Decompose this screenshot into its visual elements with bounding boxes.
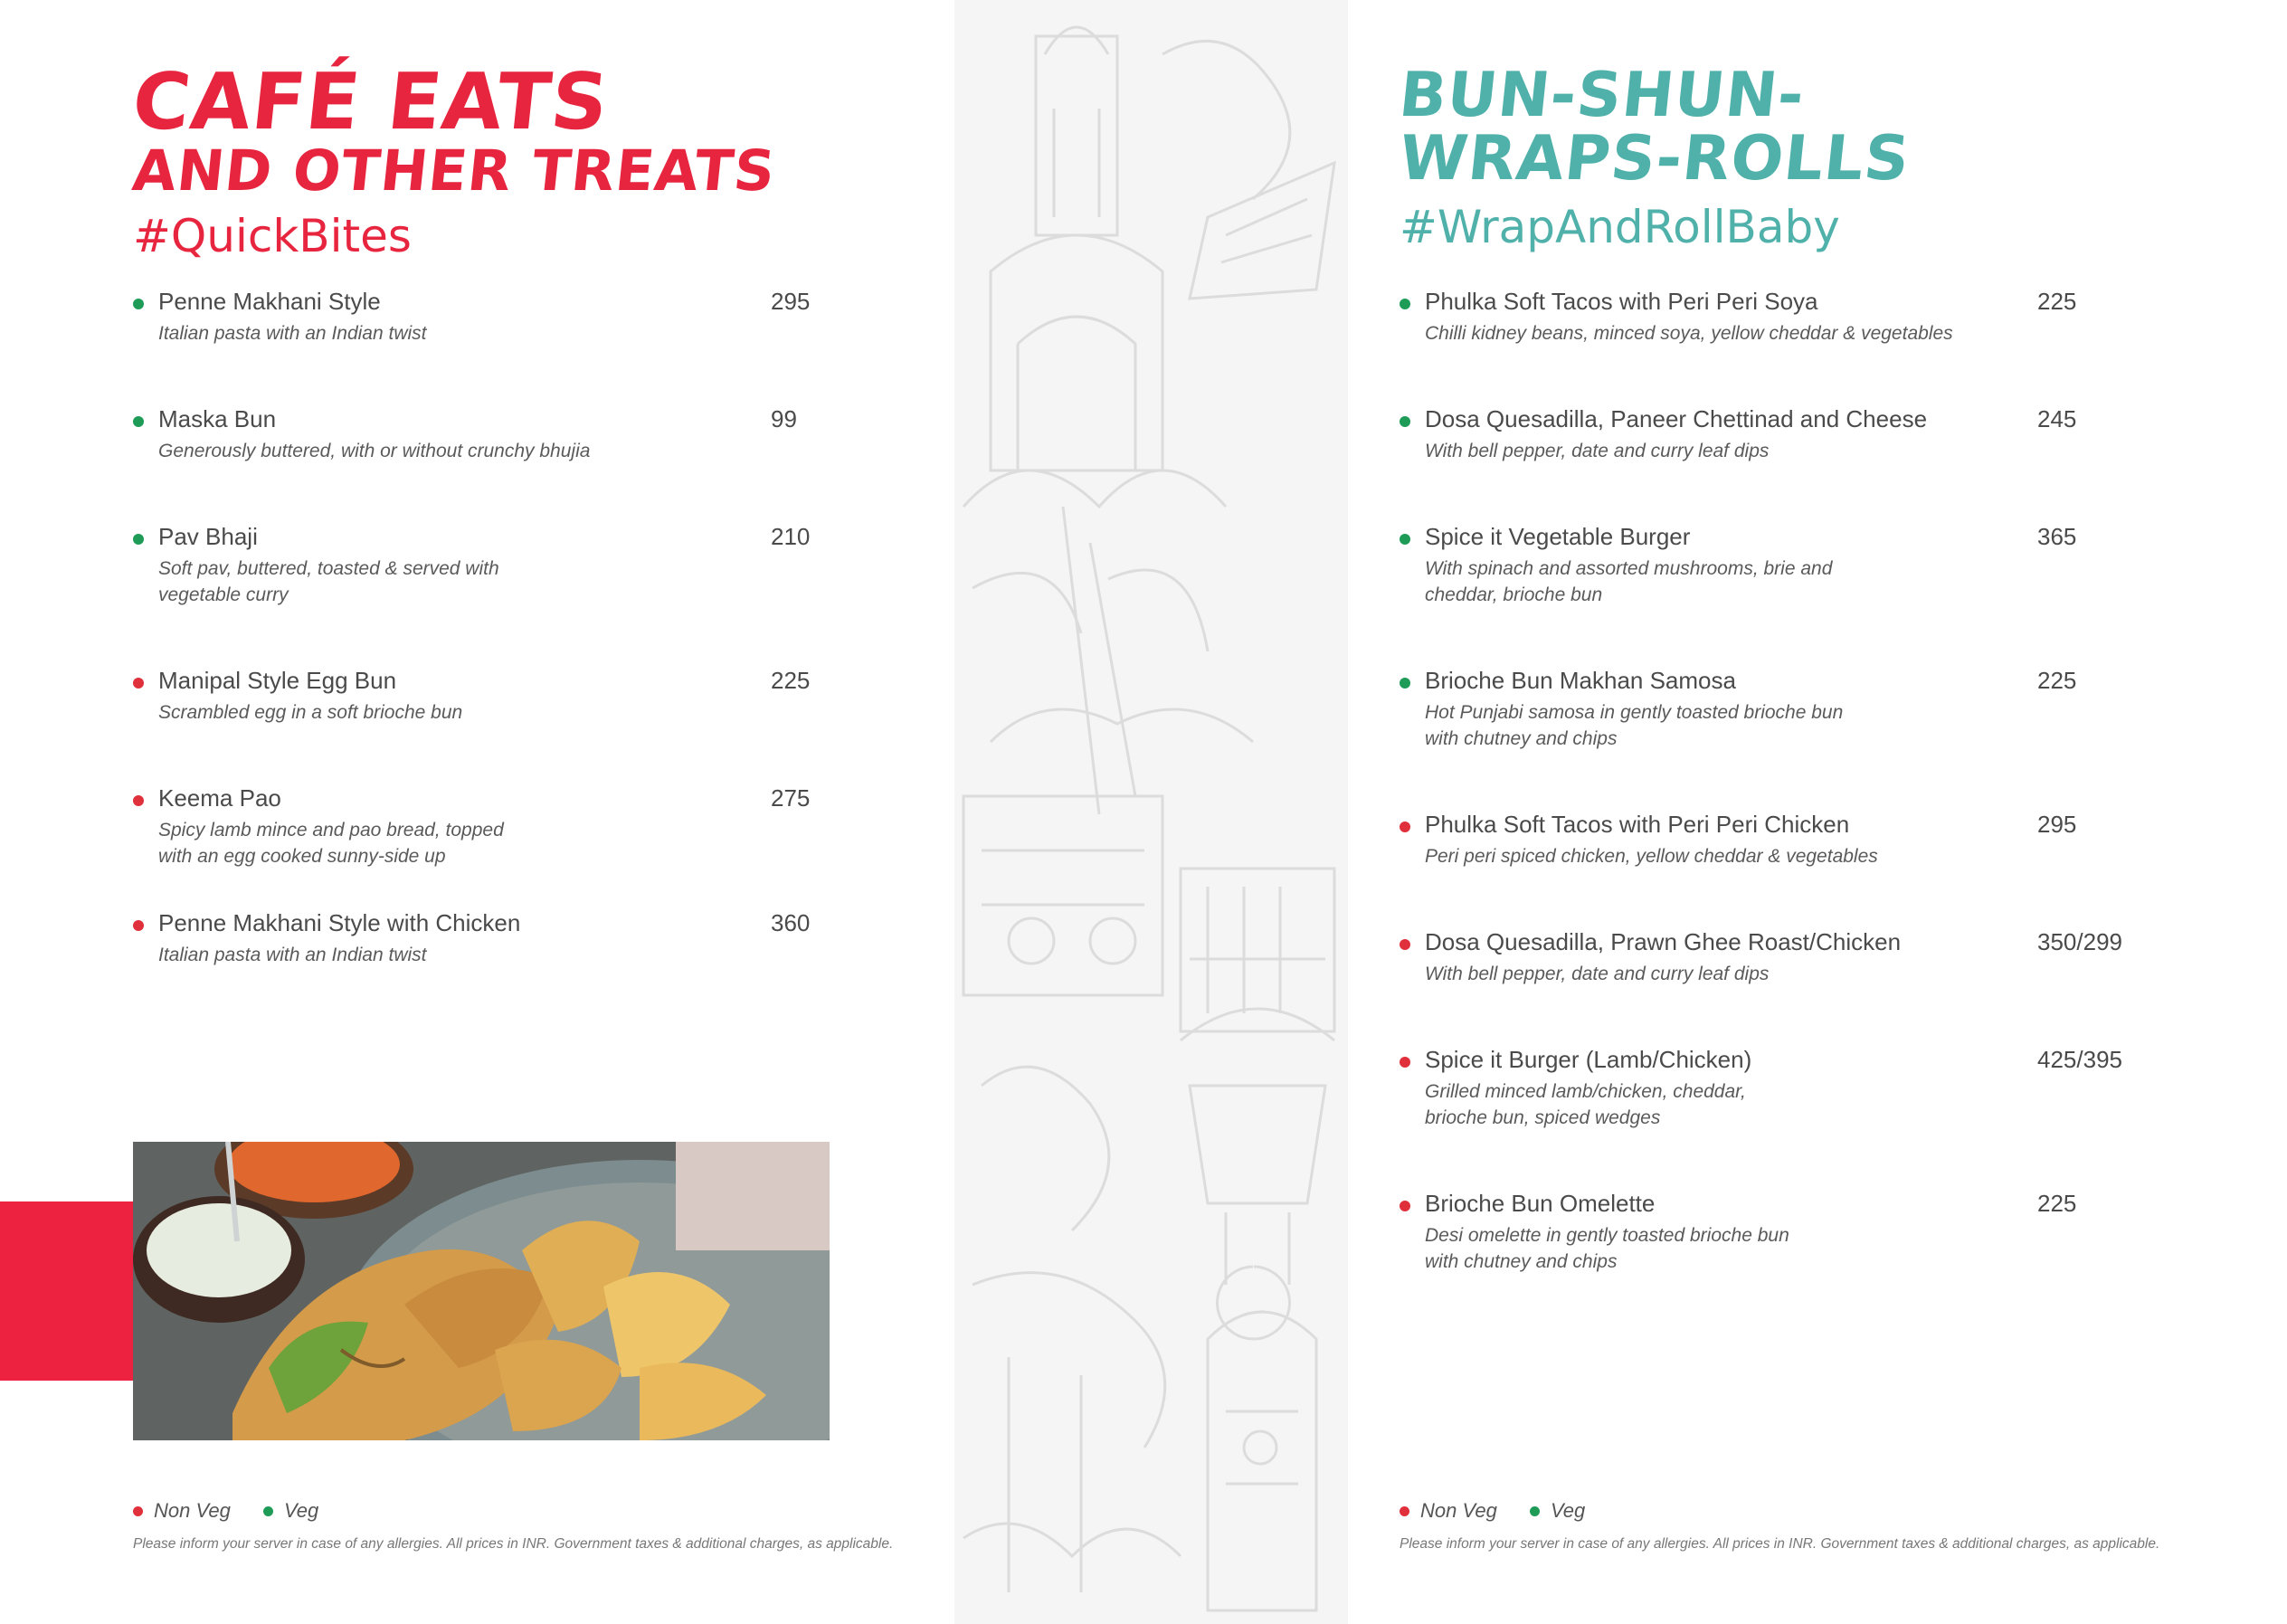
item-description: Generously buttered, with or without crunchy bhujia [158, 441, 591, 461]
nonveg-indicator-icon [1400, 1201, 1410, 1211]
city-sketch-illustration [954, 0, 1348, 1624]
nonveg-indicator-icon [133, 795, 144, 806]
item-price: 275 [771, 784, 811, 812]
item-description [1425, 556, 1832, 608]
nonveg-legend-icon [133, 1506, 143, 1516]
item-description: Scrambled egg in a soft brioche bun [158, 702, 463, 723]
section-title-line2: WRAPS-ROLLS [1395, 123, 1914, 195]
item-description [1425, 1222, 1789, 1275]
disclaimer-text: Please inform your server in case of any allergies. All prices in INR. Government taxes & additional charges, as applicable. [1400, 1536, 2160, 1552]
illustration-strip [954, 0, 1348, 1624]
legend [133, 1498, 346, 1523]
item-description: Italian pasta with an Indian twist [158, 945, 427, 965]
item-description-line: vegetable curry [158, 584, 289, 605]
red-accent-block [0, 1201, 133, 1381]
item-description-line: Soft pav, buttered, toasted & served with [158, 558, 499, 579]
item-description [1425, 699, 1843, 752]
item-description [158, 556, 499, 608]
veg-indicator-icon [133, 534, 144, 545]
item-description: Chilli kidney beans, minced soya, yellow cheddar & vegetables [1425, 323, 1953, 344]
nonveg-indicator-icon [1400, 939, 1410, 950]
veg-indicator-icon [133, 416, 144, 427]
item-description-line: brioche bun, spiced wedges [1425, 1107, 1661, 1128]
item-description-line: with an egg cooked sunny-side up [158, 846, 446, 867]
legend-veg-label: Veg [1550, 1499, 1586, 1523]
nonveg-legend-icon [1400, 1506, 1409, 1516]
item-name: Dosa Quesadilla, Paneer Chettinad and Cheese [1425, 405, 1928, 432]
nonveg-indicator-icon [1400, 821, 1410, 832]
nonveg-indicator-icon [133, 920, 144, 931]
item-description: With bell pepper, date and curry leaf dips [1425, 964, 1770, 984]
item-price: 99 [771, 405, 797, 432]
item-name: Spice it Burger (Lamb/Chicken) [1425, 1046, 1752, 1073]
item-name: Manipal Style Egg Bun [158, 667, 397, 694]
item-price: 295 [2037, 811, 2077, 838]
item-description-line: Desi omelette in gently toasted brioche bun [1425, 1225, 1789, 1246]
legend-nonveg-label: Non Veg [1420, 1499, 1497, 1523]
item-price: 360 [771, 909, 811, 936]
legend-nonveg-label: Non Veg [154, 1499, 231, 1523]
section-title-line2: AND OTHER TREATS [129, 138, 779, 204]
item-description-line: cheddar, brioche bun [1425, 584, 1603, 605]
nonveg-indicator-icon [1400, 1057, 1410, 1068]
section-hashtag: #QuickBites [133, 210, 412, 262]
item-name: Brioche Bun Omelette [1425, 1190, 1656, 1217]
item-description-line: Spicy lamb mince and pao bread, topped [158, 820, 504, 840]
item-description: Peri peri spiced chicken, yellow cheddar & vegetables [1425, 846, 1878, 867]
item-description-line: Grilled minced lamb/chicken, cheddar, [1425, 1081, 1746, 1102]
item-description: Italian pasta with an Indian twist [158, 323, 427, 344]
item-description-line: With spinach and assorted mushrooms, brie and [1425, 558, 1833, 579]
item-description-line: with chutney and chips [1425, 728, 1618, 749]
section-hashtag: #WrapAndRollBaby [1400, 201, 1840, 253]
item-name: Pav Bhaji [158, 523, 258, 550]
legend-veg-label: Veg [283, 1499, 319, 1523]
item-name: Penne Makhani Style with Chicken [158, 909, 521, 936]
item-price: 350/299 [2037, 928, 2122, 955]
item-name: Penne Makhani Style [158, 288, 381, 315]
item-description [1425, 1078, 1746, 1131]
item-description-line: Hot Punjabi samosa in gently toasted brioche bun [1425, 702, 1844, 723]
veg-indicator-icon [1400, 678, 1410, 689]
item-description [158, 817, 504, 869]
veg-legend-icon [263, 1506, 273, 1516]
item-price: 210 [771, 523, 811, 550]
veg-legend-icon [1530, 1506, 1540, 1516]
item-price: 225 [2037, 667, 2077, 694]
item-name: Dosa Quesadilla, Prawn Ghee Roast/Chicken [1425, 928, 1902, 955]
item-description-line: with chutney and chips [1425, 1251, 1618, 1272]
item-description: With bell pepper, date and curry leaf dips [1425, 441, 1770, 461]
right-menu-panel [1395, 0, 2241, 1624]
nonveg-indicator-icon [133, 678, 144, 689]
section-title-line1: BUN-SHUN- [1395, 60, 1808, 131]
veg-indicator-icon [1400, 534, 1410, 545]
item-name: Brioche Bun Makhan Samosa [1425, 667, 1736, 694]
item-name: Phulka Soft Tacos with Peri Peri Soya [1425, 288, 1818, 315]
item-name: Keema Pao [158, 784, 281, 812]
veg-indicator-icon [1400, 299, 1410, 309]
disclaimer-text: Please inform your server in case of any allergies. All prices in INR. Government taxes & additional charges, as applicable. [133, 1536, 894, 1552]
left-menu-panel [128, 0, 947, 1624]
item-price: 225 [2037, 288, 2077, 315]
legend [1400, 1498, 1612, 1523]
item-price: 295 [771, 288, 811, 315]
veg-indicator-icon [1400, 416, 1410, 427]
section-title-line1: CAFÉ EATS [128, 57, 613, 147]
item-name: Phulka Soft Tacos with Peri Peri Chicken [1425, 811, 1850, 838]
item-price: 365 [2037, 523, 2077, 550]
item-price: 425/395 [2037, 1046, 2122, 1073]
item-name: Spice it Vegetable Burger [1425, 523, 1691, 550]
veg-indicator-icon [133, 299, 144, 309]
item-price: 225 [2037, 1190, 2077, 1217]
item-price: 245 [2037, 405, 2077, 432]
item-name: Maska Bun [158, 405, 277, 432]
item-price: 225 [771, 667, 811, 694]
